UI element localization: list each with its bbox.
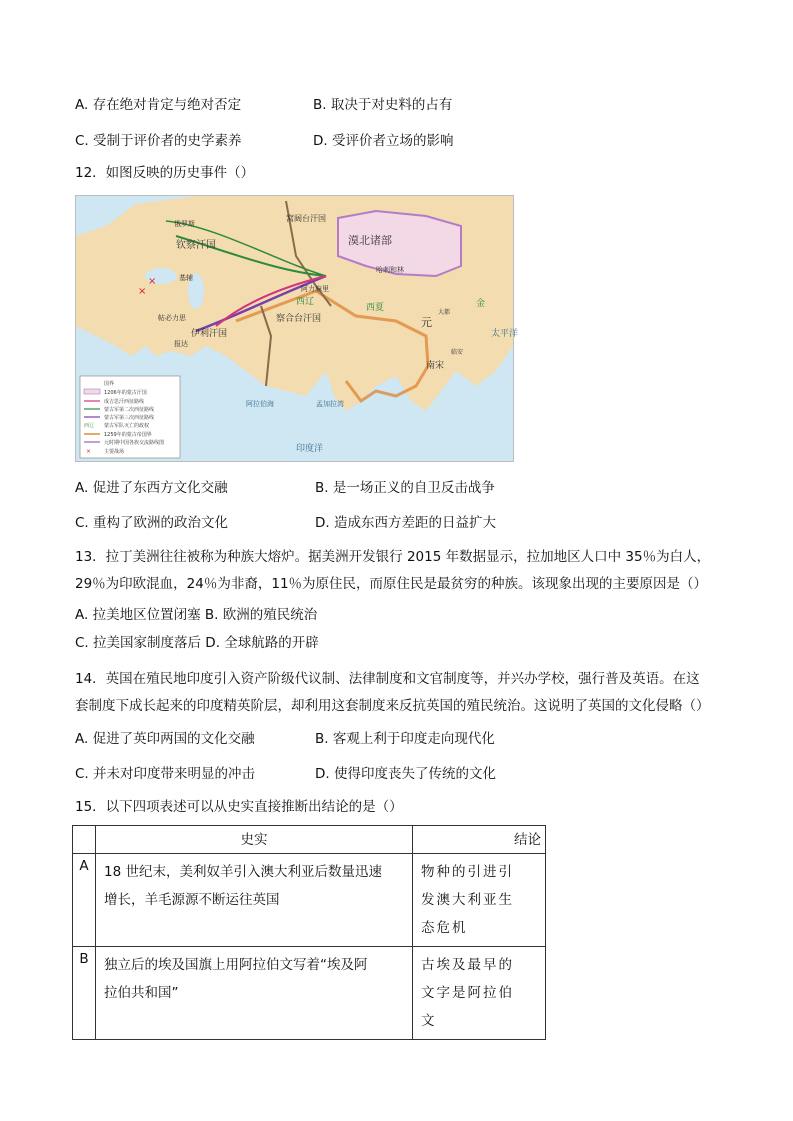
map-label-chagatai-north: 窝阔台汗国 <box>286 214 326 223</box>
map-label-chagatai: 察合台汗国 <box>276 314 322 324</box>
q14-stem-line1: 14．英国在殖民地印度引入资产阶级代议制、法律制度和文官制度等，并兴办学校，强行普及英语。在这 <box>75 671 700 687</box>
q13-stem-line1: 13．拉丁美洲往往被称为种族大熔炉。据美洲开发银行 2015 年数据显示，拉加地区人口中 35％为白人， <box>75 549 711 565</box>
map-label-bay-of-bengal: 孟加拉湾 <box>316 400 344 408</box>
row-fact: 18 世纪末，美利奴羊引入澳大利亚后数量迅速 增长，羊毛源源不断运往英国 <box>96 854 413 947</box>
map-label-southern-song: 南宋 <box>426 361 445 371</box>
q12-option-b[interactable]: B. 是一场正义的自卫反击战争 <box>315 480 495 496</box>
legend-item: 蒙古军队灭亡的政权 <box>104 423 150 429</box>
legend-item: 国界 <box>104 381 115 387</box>
row-conclusion: 物种的引进引 发澳大利亚生 态危机 <box>413 854 546 947</box>
q13-options-line2[interactable]: C. 拉美国家制度落后 D. 全球航路的开辟 <box>75 635 319 651</box>
map-label-indian-ocean: 印度洋 <box>296 444 324 454</box>
q14-option-c[interactable]: C. 并未对印度带来明显的冲击 <box>75 766 256 782</box>
map-label-tabriz: 帖必力思 <box>158 314 186 322</box>
battle-marker-icon: × <box>148 276 157 287</box>
q13-options-line1[interactable]: A. 拉美地区位置闭塞 B. 欧洲的殖民统治 <box>75 607 318 623</box>
map-label-yuan: 元 <box>421 316 432 329</box>
map-label-pacific: 太平洋 <box>491 329 519 339</box>
map-label-ilkhan: 伊利汗国 <box>191 329 228 339</box>
q14-option-a[interactable]: A. 促进了英印两国的文化交融 <box>75 731 255 747</box>
legend-item: 蒙古军第二次西征路线 <box>104 407 155 413</box>
map-label-kiev: 基辅 <box>179 274 193 282</box>
map-label-western-xia: 西夏 <box>366 303 385 313</box>
q14-stem-line2: 套制度下成长起来的印度精英阶层，却利用这套制度来反抗英国的殖民统治。这说明了英国的文化侵略（） <box>75 698 710 714</box>
map-label-dadu: 大都 <box>438 309 451 316</box>
legend-item: 1259年的蒙古帝国界 <box>104 432 152 438</box>
table-row <box>73 947 546 1040</box>
battle-marker-icon: × <box>138 286 147 297</box>
table-header-key <box>73 826 96 854</box>
map-label-mongol-north: 漠北诸部 <box>348 234 392 247</box>
row-fact: 独立后的埃及国旗上用阿拉伯文写着“埃及阿 拉伯共和国” <box>96 947 413 1040</box>
table-row <box>73 854 546 947</box>
legend-item: 元时期中国各族交流路线图 <box>104 440 165 446</box>
q12-option-c[interactable]: C. 重构了欧洲的政治文化 <box>75 515 229 531</box>
table-header-conclusion: 结论 <box>413 826 546 854</box>
q11-option-c[interactable]: C. 受制于评价者的史学素养 <box>75 133 242 149</box>
row-key: B <box>73 947 96 1040</box>
legend-item: 1206年的蒙古汗国 <box>104 390 147 396</box>
svg-text:×: × <box>86 448 92 455</box>
q15-stem: 15．以下四项表述可以从史实直接推断出结论的是（） <box>75 799 403 815</box>
legend-item: 主要战场 <box>104 449 125 455</box>
mongol-conquest-map <box>75 195 519 462</box>
q11-option-d[interactable]: D. 受评价者立场的影响 <box>313 133 454 149</box>
legend-item: 成吉思汗西征路线 <box>104 399 145 405</box>
q14-option-d[interactable]: D. 使得印度丧失了传统的文化 <box>315 766 496 782</box>
q13-stem-line2: 29％为印欧混血，24％为非裔，11％为原住民，而原住民是最贫穷的种族。该现象出现的主要原因是（） <box>75 576 708 592</box>
q15-table <box>72 825 546 1040</box>
q11-option-a[interactable]: A. 存在绝对肯定与绝对否定 <box>75 97 242 113</box>
map-label-jin: 金 <box>476 299 486 309</box>
map-label-baghdad: 报达 <box>174 340 188 348</box>
q12-option-d[interactable]: D. 造成东西方差距的日益扩大 <box>315 515 496 531</box>
map-label-xiliao: 西辽 <box>296 297 315 307</box>
row-key: A <box>73 854 96 947</box>
q12-stem: 12．如图反映的历史事件（） <box>75 165 255 181</box>
map-label-arabian-sea: 阿拉伯海 <box>246 400 274 408</box>
row-conclusion: 古埃及最早的 文字是阿拉伯 文 <box>413 947 546 1040</box>
q11-option-b[interactable]: B. 取决于对史料的占有 <box>313 97 453 113</box>
svg-text:西辽: 西辽 <box>84 423 95 429</box>
map-label-russia: 俄罗斯 <box>174 220 195 228</box>
map-label-karakorum: 哈剌和林 <box>376 266 404 274</box>
table-header-fact: 史实 <box>96 826 413 854</box>
map-label-kipchak: 钦察汗国 <box>176 240 216 251</box>
q12-option-a[interactable]: A. 促进了东西方文化交融 <box>75 480 228 496</box>
legend-item: 蒙古军第三次西征路线 <box>104 415 155 421</box>
q14-option-b[interactable]: B. 客观上利于印度走向现代化 <box>315 731 495 747</box>
map-label-almaliq: 阿力麻里 <box>301 285 329 293</box>
map-label-linan: 临安 <box>451 349 464 356</box>
